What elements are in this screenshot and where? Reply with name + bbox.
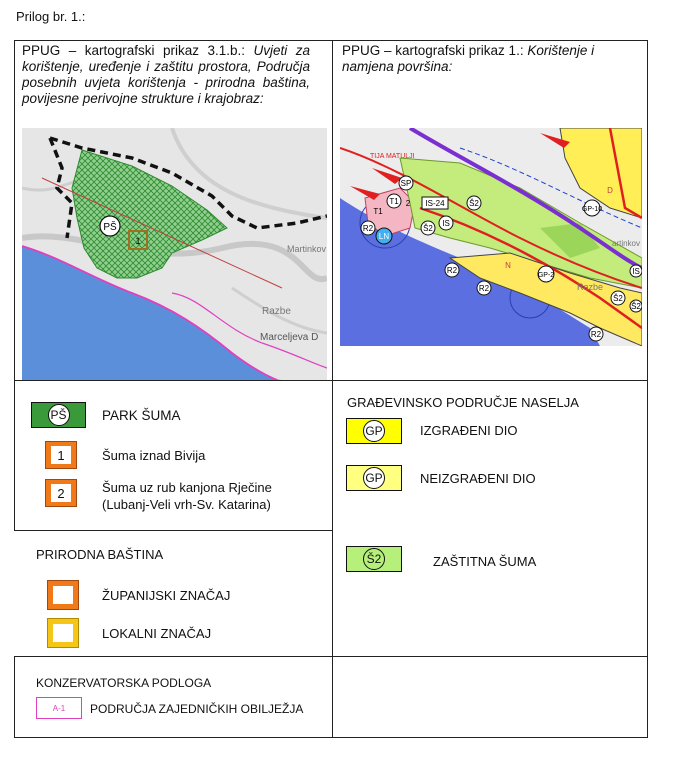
map-right-s2b-label: Š2 [423, 224, 433, 233]
document-title: Prilog br. 1.: [16, 9, 86, 24]
map-right [340, 128, 642, 346]
map-right-matulji-label: TIJA MATULJI [370, 153, 415, 160]
park-legend-symbol [31, 402, 86, 428]
map-right-martinkov-label: artinkov [611, 239, 641, 248]
forest1-legend-symbol [45, 441, 77, 469]
map-right-gp10-label: GP-10 [581, 206, 603, 213]
map-right-razbe-label: Razbe [576, 282, 604, 292]
map-right-two-label: 2 [405, 199, 411, 208]
map-right-r2c-label: R2 [478, 284, 490, 293]
header-left-caption [22, 43, 310, 107]
map-right-d-label: D [607, 186, 613, 195]
forest2-legend-label-line1: Šuma uz rub kanjona Rječine [102, 480, 272, 495]
built-legend-circle: GP [363, 420, 385, 442]
heritage-title: PRIRODNA BAŠTINA [36, 547, 164, 562]
map-right-ln-label: LN [378, 232, 390, 241]
table-left-border-bottom [14, 656, 15, 738]
local-legend-symbol [47, 618, 79, 648]
unbuilt-legend-symbol [346, 465, 402, 491]
forest2-legend-number: 2 [51, 484, 71, 502]
map-right-sp-label: SP [400, 179, 412, 188]
map-right-s2a-label: Š2 [469, 199, 479, 208]
table-middle-border [332, 40, 333, 738]
built-legend-symbol [346, 418, 402, 444]
county-legend-label: ŽUPANIJSKI ZNAČAJ [102, 588, 231, 603]
map-right-t1-label: T1 [389, 197, 399, 206]
local-legend-inner [53, 624, 73, 642]
forest1-legend-label: Šuma iznad Bivija [102, 448, 206, 463]
map-right-svg [340, 128, 642, 346]
map-left [22, 128, 327, 380]
table-bottom-border [14, 737, 648, 738]
county-legend-symbol [47, 580, 79, 610]
table-top-border [14, 40, 648, 41]
header-right-normal: PPUG – kartografski prikaz 1.: [342, 43, 528, 58]
map-left-ps-label: PŠ [103, 222, 117, 233]
built-legend-label: IZGRAĐENI DIO [420, 423, 518, 438]
map-left-svg [22, 128, 327, 380]
protective-legend-label: ZAŠTITNA ŠUMA [433, 554, 537, 569]
conservation-title: KONZERVATORSKA PODLOGA [36, 676, 212, 690]
common-legend-label: PODRUČJA ZAJEDNIČKIH OBILJEŽJA [90, 702, 304, 716]
map-right-s2c-label: Š2 [613, 294, 623, 303]
header-right-italic: Korištenje i namjena površina: [342, 43, 595, 74]
table-row-divider-1 [14, 380, 648, 381]
forest1-legend-number: 1 [51, 446, 71, 464]
map-right-r2a-label: R2 [362, 224, 374, 233]
map-right-s2d-label: Š2 [631, 302, 641, 311]
forest2-legend-symbol [45, 479, 77, 507]
local-legend-label: LOKALNI ZNAČAJ [102, 626, 212, 641]
map-right-is24-label: IS-24 [425, 199, 445, 208]
map-left-razbe-label: Razbe [262, 306, 291, 317]
table-left-border-top [14, 40, 15, 380]
table-row-divider-2 [14, 530, 333, 531]
map-left-martinkovac-label: Martinkov [287, 244, 327, 254]
map-left-marcelj-label: Marceljeva D [260, 332, 319, 343]
table-row-divider-3 [14, 656, 648, 657]
table-right-border [647, 40, 648, 738]
forest2-legend-label-line2: (Lubanj-Veli vrh-Sv. Katarina) [102, 497, 271, 512]
header-left-normal: PPUG – kartografski prikaz 3.1.b.: [22, 43, 254, 58]
common-legend-symbol: A-1 [36, 697, 82, 719]
protective-legend-symbol [346, 546, 402, 572]
header-right-caption [342, 43, 642, 75]
building-area-title: GRAĐEVINSKO PODRUČJE NASELJA [347, 395, 579, 410]
park-legend-label: PARK ŠUMA [102, 408, 181, 423]
county-legend-inner [53, 586, 73, 604]
map-right-is-a-label: IS [442, 219, 450, 228]
map-right-is-c-label: IS [632, 267, 640, 276]
map-right-t1b-label: T1 [373, 207, 383, 216]
header-left-italic: Uvjeti za korištenje, uređenje i zaštitu prostora, Područja posebnih uvjeta korištenja - prirodna baština, povijesne perivojne strukture i krajobraz: [22, 43, 310, 106]
map-right-gp2-label: GP-2 [537, 272, 555, 279]
map-left-one-label: 1 [135, 236, 141, 246]
table-left-border-mid [14, 380, 15, 530]
map-right-n-label: N [505, 261, 511, 270]
map-right-r2b-label: R2 [446, 266, 458, 275]
unbuilt-legend-label: NEIZGRAĐENI DIO [420, 471, 536, 486]
unbuilt-legend-circle: GP [363, 467, 385, 489]
protective-legend-circle: Š2 [363, 548, 385, 570]
map-right-r2d-label: R2 [590, 330, 602, 339]
park-legend-circle: PŠ [48, 404, 70, 426]
